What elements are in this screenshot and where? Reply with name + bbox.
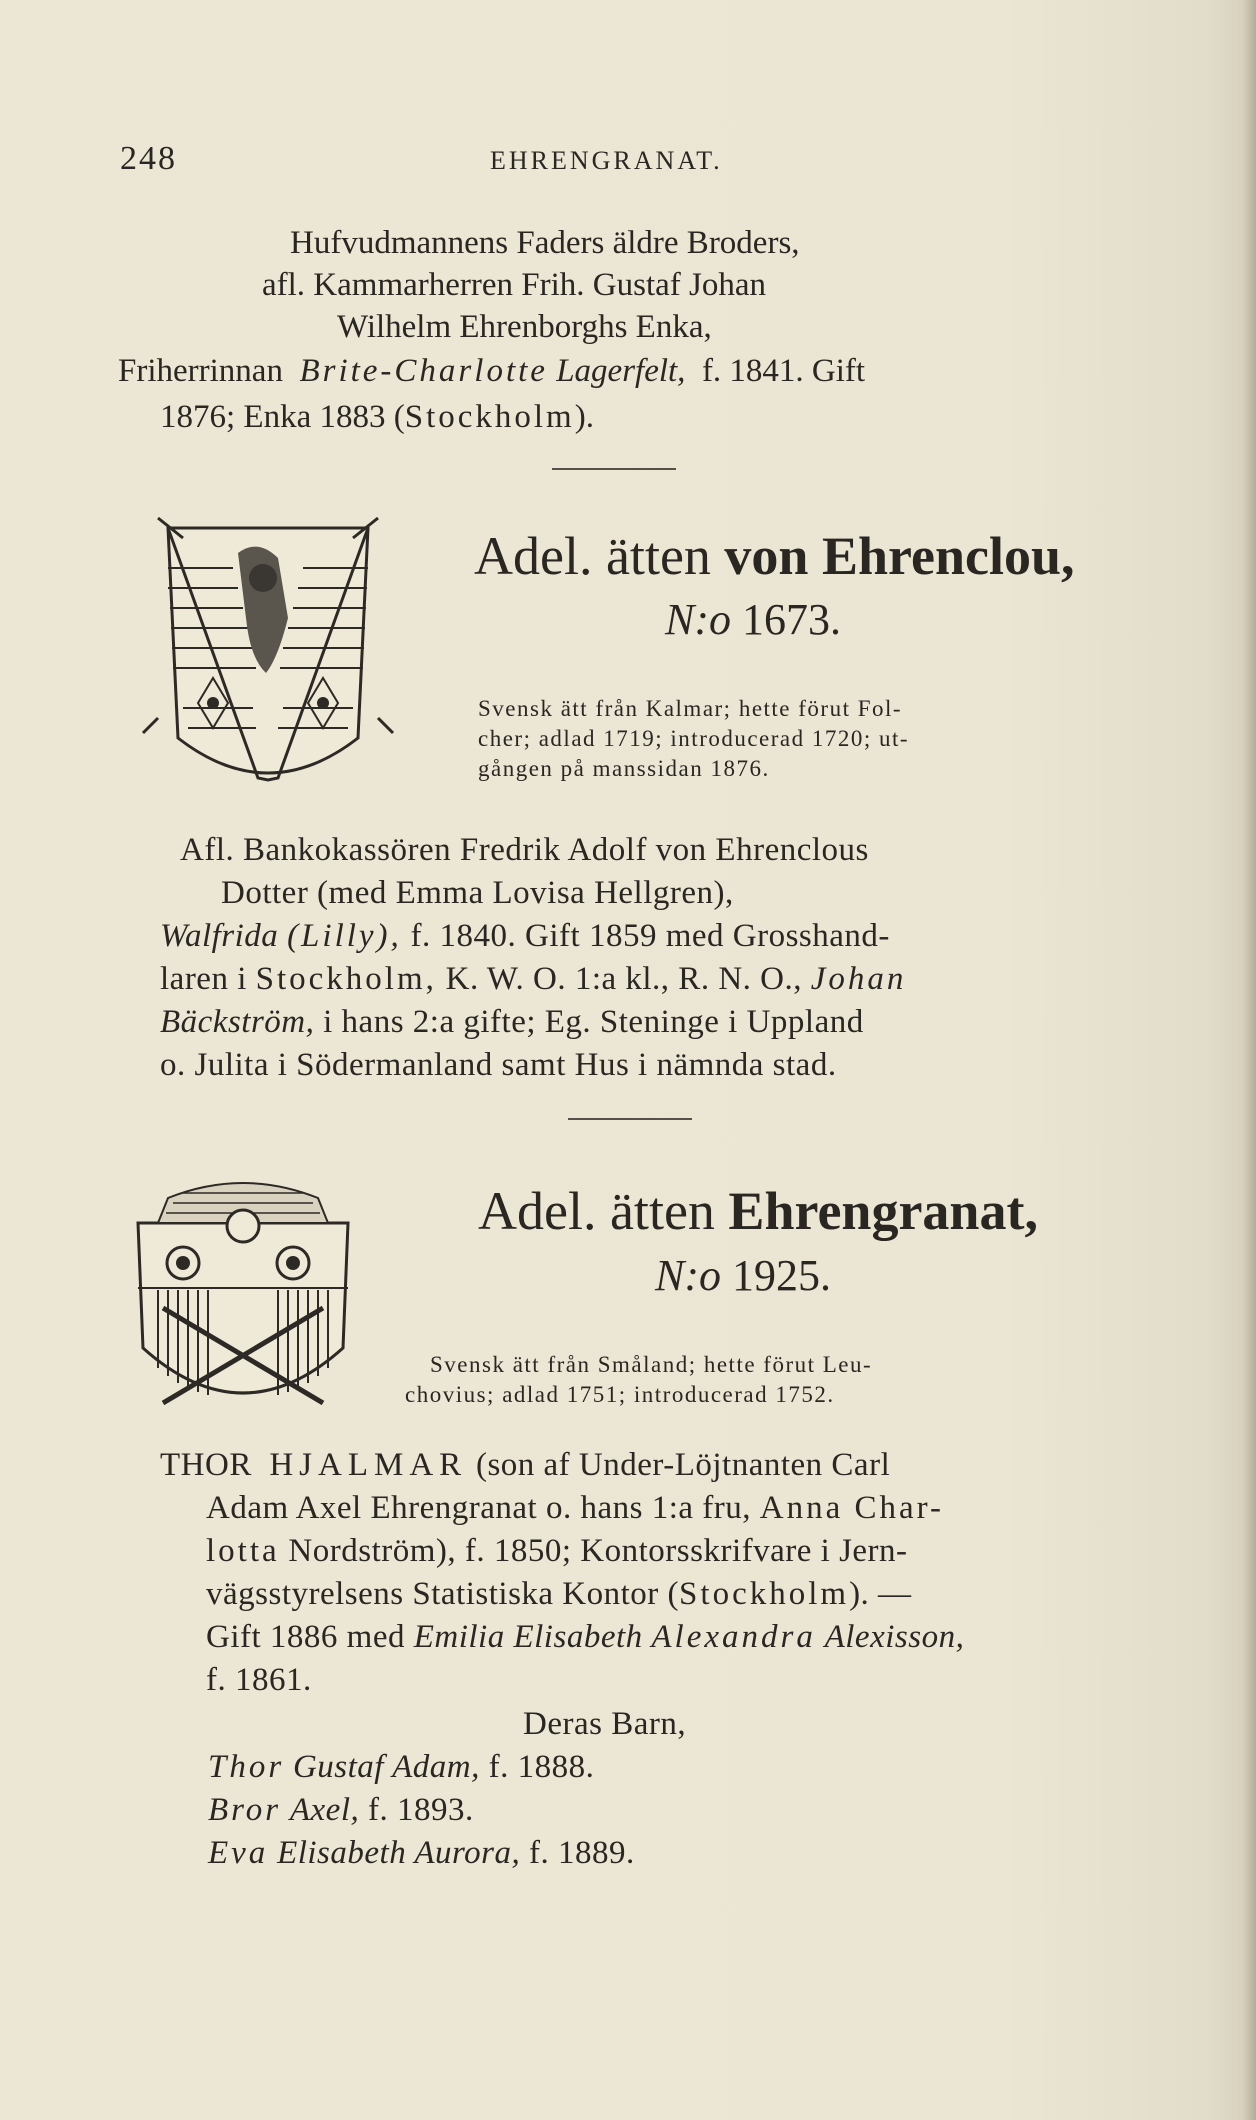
widow-line-1: Hufvudmannens Faders äldre Broders,: [290, 225, 800, 261]
heading-family-name: von Ehrenclou,: [724, 526, 1075, 586]
entry2-father: Adam Axel Ehrengranat o. hans 1:a fru,: [206, 1490, 752, 1526]
child-names: Gustaf Adam,: [292, 1749, 480, 1785]
entry1-line-6: o. Julita i Södermanland samt Hus i nämnda stad.: [160, 1047, 837, 1083]
heading-family-name: Ehrengranat,: [728, 1181, 1038, 1241]
entry2-line-2: [206, 1490, 944, 1527]
page-number: 248: [120, 140, 177, 177]
entry1-line-1: Afl. Bankokassören Fredrik Adolf von Ehrenclous: [180, 832, 869, 868]
entry2-city: Stockholm: [679, 1576, 850, 1612]
entry1-line-3: [160, 918, 890, 955]
widow-birth: f. 1841. Gift: [701, 353, 866, 389]
desc2-line-2: chovius; adlad 1751; introducerad 1752.: [405, 1382, 835, 1407]
widow-name: Brite-Charlotte: [299, 353, 548, 389]
entry1-line-5: [160, 1004, 864, 1041]
widow-line-4: [118, 350, 865, 392]
entry1-city: Stockholm,: [255, 961, 437, 997]
child-birth: f. 1893.: [368, 1792, 474, 1828]
child-first-name: Bror: [208, 1792, 282, 1828]
entry2-first-name: THOR: [160, 1447, 252, 1483]
heading-prefix: Adel. ätten: [478, 1181, 715, 1241]
entry1-orders: K. W. O. 1:a kl., R. N. O.,: [445, 961, 802, 997]
child-birth: f. 1889.: [529, 1835, 635, 1871]
child-first-name: Thor: [208, 1749, 285, 1785]
child-names: Axel,: [289, 1792, 360, 1828]
family-heading-ehrengranat: [478, 1180, 1038, 1242]
entry2-wife-names: Emilia Elisabeth: [413, 1619, 643, 1655]
entry1-birth: f. 1840. Gift 1859 med Grosshand-: [410, 918, 890, 954]
entry2-line-1: [160, 1447, 890, 1484]
widow-end: ).: [574, 399, 594, 435]
widow-dates: 1876; Enka 1883 (: [160, 399, 405, 435]
entry1-line-4: [160, 961, 906, 998]
entry2-line-6: f. 1861.: [206, 1662, 312, 1698]
entry1-name: Walfrida: [160, 918, 279, 954]
number-label: N:o: [655, 1251, 721, 1300]
running-head: EHRENGRANAT.: [490, 146, 723, 175]
entry2-wife-surname: Alexisson,: [824, 1619, 965, 1655]
entry1-husband-first: Johan: [810, 961, 907, 997]
child-row: [208, 1792, 474, 1829]
entry1-occupation: laren i: [160, 961, 247, 997]
entry1-husband-surname: Bäckström,: [160, 1004, 315, 1040]
widow-place: Stockholm: [404, 399, 575, 435]
entry1-estates: i hans 2:a gifte; Eg. Steninge i Uppland: [323, 1004, 864, 1040]
entry2-line-4: [206, 1576, 912, 1613]
entry2-mother-first: Anna Char-: [759, 1490, 944, 1526]
child-row: [208, 1749, 594, 1786]
family-number-ehrenclou: [665, 594, 841, 645]
family-heading-ehrenclou: [474, 525, 1075, 587]
desc-line-3: gången på manssidan 1876.: [478, 756, 770, 781]
separator-rule-2: [568, 1118, 692, 1120]
number-value: 1925.: [732, 1251, 831, 1300]
entry1-line-2: Dotter (med Emma Lovisa Hellgren),: [221, 875, 734, 911]
child-first-name: Eva: [208, 1835, 269, 1871]
page-edge-shadow: [1242, 0, 1256, 2120]
coat-of-arms-ehrengranat: [128, 1178, 358, 1428]
entry2-occupation: Nordström), f. 1850; Kontorsskrifvare i Jern-: [288, 1533, 908, 1569]
number-value: 1673.: [742, 595, 841, 644]
heading-prefix: Adel. ätten: [474, 526, 711, 586]
number-label: N:o: [665, 595, 731, 644]
desc-line-1: Svensk ätt från Kalmar; hette förut Fol-: [478, 696, 903, 721]
entry2-line-5: [206, 1619, 964, 1656]
separator-rule: [552, 468, 676, 470]
coat-of-arms-ehrenclou: [138, 508, 398, 808]
entry2-line-3: [206, 1533, 908, 1570]
child-row: [208, 1835, 635, 1872]
entry2-mother-cont: lotta: [206, 1533, 280, 1569]
entry2-married: Gift 1886 med: [206, 1619, 405, 1655]
family-number-ehrengranat: [655, 1250, 831, 1301]
widow-line-3: Wilhelm Ehrenborghs Enka,: [337, 309, 712, 345]
widow-title: Friherrinnan: [118, 353, 283, 389]
entry2-parentage: (son af Under-Löjtnanten Carl: [475, 1447, 891, 1483]
entry2-second-name: HJALMAR: [269, 1447, 468, 1483]
child-birth: f. 1888.: [488, 1749, 595, 1785]
entry2-office-end: ). —: [849, 1576, 912, 1612]
child-names: Elisabeth Aurora,: [277, 1835, 521, 1871]
desc2-line-1: Svensk ätt från Småland; hette förut Leu-: [430, 1352, 873, 1377]
entry2-wife-name-spaced: Alexandra: [651, 1619, 816, 1655]
desc-line-2: cher; adlad 1719; introducerad 1720; ut-: [478, 726, 910, 751]
widow-line-2: afl. Kammarherren Frih. Gustaf Johan: [262, 267, 767, 303]
widow-line-5: [160, 396, 594, 438]
entry2-office: vägsstyrelsens Statistiska Kontor (: [206, 1576, 680, 1612]
children-heading: Deras Barn,: [523, 1706, 687, 1742]
entry1-nickname: (Lilly),: [287, 918, 402, 954]
widow-surname: Lagerfelt,: [556, 353, 686, 389]
